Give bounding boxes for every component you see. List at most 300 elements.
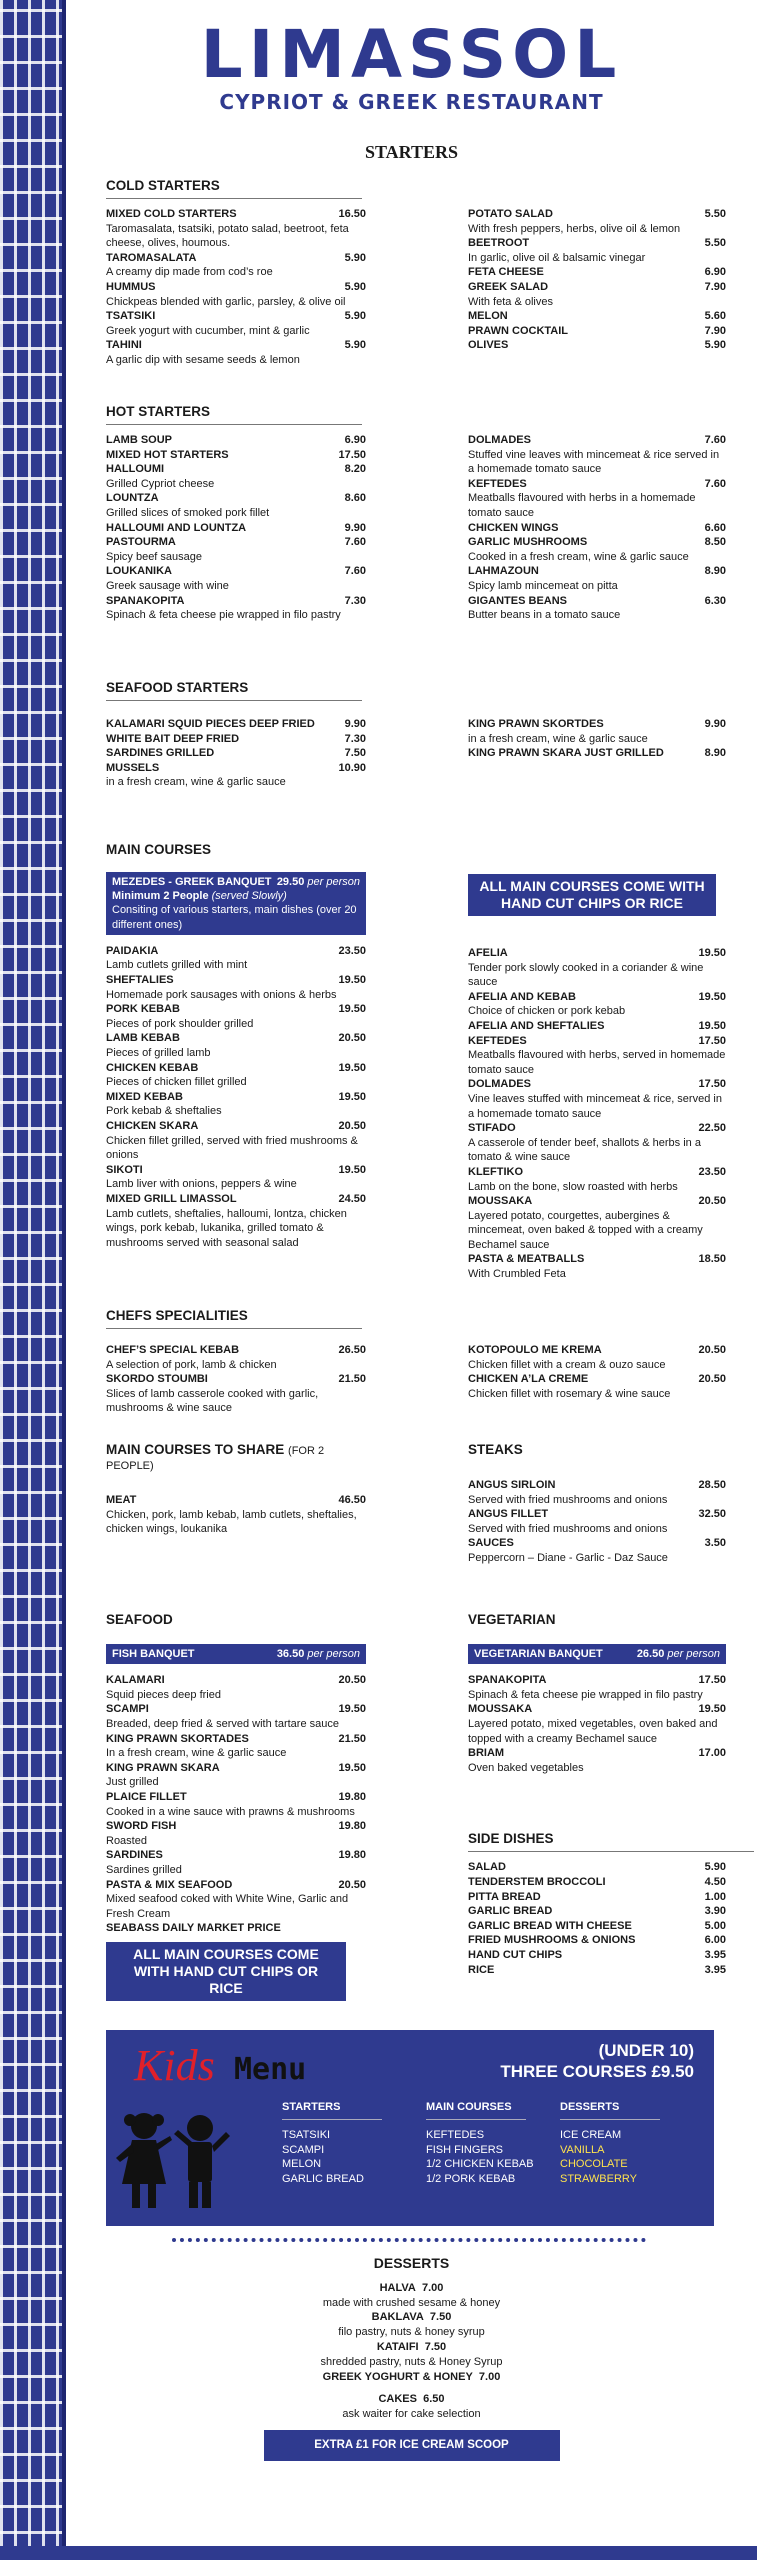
item-row — [106, 1848, 366, 1863]
chips-rice-callout: ALL MAIN COURSES COME WITH HAND CUT CHIPS OR RICE — [468, 874, 716, 916]
greek-banquet-banner — [106, 872, 366, 935]
share-title-text: MAIN COURSES TO SHARE — [106, 1442, 285, 1457]
item-name: HALLOUMI — [106, 463, 165, 476]
item-row — [468, 1860, 726, 1875]
item-price: 20.50 — [698, 1195, 726, 1208]
vegetarian-title: VEGETARIAN — [468, 1612, 556, 1627]
item-name: HUMMUS — [106, 280, 156, 293]
cold-starters-right — [468, 207, 726, 368]
item-price: 20.50 — [698, 1373, 726, 1386]
item-name: KEFTEDES — [468, 1034, 527, 1047]
item-desc: in a fresh cream, wine & garlic sauce — [468, 732, 648, 745]
dessert-desc: made with crushed sesame & honey — [322, 2296, 501, 2309]
side-dishes-items — [468, 1860, 726, 1977]
dessert-title: KATAIFI — [376, 2340, 419, 2353]
kids-item: SCAMPI — [282, 2143, 325, 2156]
item-desc: Grilled Cypriot cheese — [106, 477, 215, 490]
item-price: 3.95 — [704, 1963, 726, 1976]
item-name: WHITE BAIT DEEP FRIED — [106, 732, 240, 745]
menu-item — [468, 1963, 726, 1978]
menu-item — [106, 521, 366, 536]
menu-word: Menu — [234, 2052, 307, 2087]
item-row — [106, 1002, 366, 1017]
kids-item: CHOCOLATE — [560, 2158, 628, 2171]
item-price: 9.90 — [344, 718, 366, 730]
menu-item — [468, 1875, 726, 1890]
kids-offer — [500, 2040, 694, 2082]
menu-item — [468, 1077, 726, 1121]
item-desc: Taromasalata, tsatsiki, potato salad, beetroot, feta cheese, olives, houmous. — [106, 222, 349, 250]
menu-item — [106, 280, 366, 309]
item-desc: Served with fried mushrooms and onions — [468, 1493, 668, 1506]
item-name: KLEFTIKO — [468, 1165, 523, 1178]
menu-item — [468, 1507, 726, 1536]
item-name: SIKOTI — [106, 1163, 143, 1176]
item-name: SKORDO STOUMBI — [106, 1373, 208, 1386]
menu-item — [468, 1536, 726, 1565]
dessert-desc: shredded pastry, nuts & Honey Syrup — [320, 2355, 503, 2368]
dessert-price: 7.00 — [421, 2281, 444, 2294]
item-name: PASTA & MEATBALLS — [468, 1253, 585, 1266]
item-price: 19.50 — [698, 947, 726, 959]
menu-item — [468, 1933, 726, 1948]
item-desc: Layered potato, courgettes, aubergines & mincemeat, oven baked & topped with a creamy Bechamel sauce — [468, 1209, 703, 1251]
item-name: PORK KEBAB — [106, 1003, 180, 1016]
kids-word: Kids — [134, 2041, 215, 2090]
item-desc: With Crumbled Feta — [468, 1268, 566, 1281]
menu-item — [468, 535, 726, 564]
item-name: PRAWN COCKTAIL — [468, 324, 569, 337]
item-row — [468, 564, 726, 579]
item-price: 7.50 — [344, 747, 366, 760]
item-name: RICE — [468, 1963, 495, 1976]
item-row — [106, 1192, 366, 1207]
banquet-price: 29.50 — [276, 876, 305, 888]
cold-starters-left — [106, 207, 366, 368]
item-name: MUSSELS — [106, 761, 160, 774]
item-row — [106, 309, 366, 324]
item-row — [106, 1819, 366, 1834]
menu-item — [468, 564, 726, 593]
menu-item — [468, 324, 726, 339]
item-price: 5.50 — [704, 237, 726, 250]
item-name: LAMB KEBAB — [106, 1032, 180, 1045]
item-desc: in a fresh cream, wine & garlic sauce — [106, 776, 286, 789]
item-name: SAUCES — [468, 1537, 514, 1550]
menu-item — [106, 1878, 366, 1922]
item-price: 17.00 — [698, 1747, 726, 1760]
seafood-starters-section — [106, 680, 726, 790]
item-desc: In garlic, olive oil & balsamic vinegar — [468, 251, 646, 264]
item-row — [468, 990, 726, 1005]
item-name: KOTOPOULO ME KREMA — [468, 1344, 602, 1356]
item-row — [468, 207, 726, 222]
kids-desserts — [560, 2100, 660, 2187]
item-name: KALAMARI SQUID PIECES DEEP FRIED — [106, 718, 315, 730]
item-row — [468, 717, 726, 732]
item-row — [106, 1163, 366, 1178]
item-name: GARLIC BREAD — [468, 1905, 553, 1918]
main-courses-section — [106, 842, 726, 1282]
cakes-price: 6.50 — [423, 2393, 445, 2406]
item-desc: Choice of chicken or pork kebab — [468, 1005, 626, 1018]
share-title — [106, 1442, 362, 1477]
item-price: 8.20 — [344, 463, 366, 476]
item-desc: Meatballs flavoured with herbs in a homemade tomato sauce — [468, 492, 696, 519]
item-name: DOLMADES — [468, 1078, 531, 1091]
item-price: 23.50 — [338, 944, 366, 957]
item-price: 3.50 — [704, 1537, 726, 1550]
chefs-right — [468, 1343, 726, 1416]
item-desc: Lamb cutlets grilled with mint — [106, 959, 248, 972]
seafood-items — [106, 1673, 366, 1936]
item-price: 8.50 — [704, 536, 726, 549]
item-desc: Roasted — [106, 1834, 147, 1847]
share-steaks-section — [106, 1442, 726, 1566]
section-title: CHEFS SPECIALITIES — [106, 1308, 362, 1329]
section-title: COLD STARTERS — [106, 178, 362, 199]
item-desc: With fresh peppers, herbs, olive oil & lemon — [468, 222, 681, 235]
kids-item: KEFTEDES — [426, 2128, 485, 2141]
item-name: KALAMARI — [106, 1674, 165, 1687]
kids-item: GARLIC BREAD — [282, 2173, 364, 2186]
menu-item — [468, 1034, 726, 1078]
kids-col-title: MAIN COURSES — [426, 2100, 526, 2120]
menu-item — [106, 309, 366, 338]
item-desc: Lamb on the bone, slow roasted with herbs — [468, 1180, 678, 1193]
menu-item — [106, 1372, 366, 1416]
menu-item — [468, 1194, 726, 1252]
item-price: 6.30 — [704, 594, 726, 607]
menu-item — [106, 1192, 366, 1250]
item-name: SWORD FISH — [106, 1820, 177, 1833]
item-desc: Lamb cutlets, sheftalies, halloumi, lontza, chicken wings, pork kebab, lukanika, grilled tomato & mushrooms served with seasonal salad — [106, 1207, 347, 1249]
cakes-desc: ask waiter for cake selection — [342, 2408, 481, 2421]
item-desc: Chickpeas blended with garlic, parsley, & olive oil — [106, 295, 346, 308]
menu-item — [468, 309, 726, 324]
item-price: 8.60 — [344, 492, 366, 505]
item-desc: Chicken fillet with rosemary & wine sauce — [468, 1387, 671, 1400]
item-price: 5.90 — [704, 339, 726, 352]
menu-item — [106, 535, 366, 564]
item-row — [468, 746, 726, 761]
item-row — [468, 1963, 726, 1978]
item-price: 19.80 — [338, 1820, 366, 1833]
item-name: SALAD — [468, 1861, 506, 1874]
menu-item — [468, 717, 726, 746]
item-row — [106, 1343, 366, 1358]
item-desc: Breaded, deep fried & served with tartare sauce — [106, 1717, 339, 1730]
menu-item — [106, 746, 366, 761]
item-price: 19.50 — [338, 1061, 366, 1074]
item-price: 7.60 — [704, 434, 726, 446]
item-price: 20.50 — [338, 1674, 366, 1687]
item-name: PAIDAKIA — [106, 944, 159, 957]
item-name: GARLIC BREAD WITH CHEESE — [468, 1919, 632, 1932]
item-desc: Butter beans in a tomato sauce — [468, 609, 621, 622]
menu-item — [468, 1478, 726, 1507]
menu-item — [106, 448, 366, 463]
chefs-specialities-section — [106, 1308, 726, 1416]
item-name: DOLMADES — [468, 434, 531, 446]
menu-item — [106, 1119, 366, 1163]
item-name: AFELIA AND SHEFTALIES — [468, 1019, 605, 1032]
dotted-divider — [172, 2238, 646, 2242]
steaks-items — [468, 1478, 726, 1566]
menu-item — [106, 944, 366, 973]
item-desc: Lamb liver with onions, peppers & wine — [106, 1178, 297, 1191]
menu-item — [106, 1702, 366, 1731]
item-row — [468, 236, 726, 251]
menu-item — [468, 1019, 726, 1034]
item-desc: Slices of lamb casserole cooked with garlic, mushrooms & wine sauce — [106, 1387, 319, 1415]
desserts-title: DESSERTS — [373, 2255, 450, 2271]
item-row — [468, 1948, 726, 1963]
item-name: PLAICE FILLET — [106, 1790, 187, 1803]
item-desc: Cooked in a wine sauce with prawns & mushrooms — [106, 1805, 355, 1818]
veg-banquet-price: 26.50 — [636, 1648, 665, 1660]
item-name: CHICKEN A’LA CREME — [468, 1373, 589, 1386]
menu-item — [468, 1702, 726, 1746]
item-row — [106, 338, 366, 353]
item-price: 7.90 — [704, 324, 726, 337]
item-price: 7.30 — [344, 732, 366, 745]
seafood-title: SEAFOOD — [106, 1612, 173, 1627]
dessert-title: HALVA — [379, 2281, 416, 2294]
item-row — [468, 535, 726, 550]
kids-mains — [426, 2100, 534, 2187]
item-desc: A selection of pork, lamb & chicken — [106, 1358, 277, 1371]
menu-item — [106, 338, 366, 367]
desserts-section — [66, 2256, 757, 2461]
item-price: 20.50 — [338, 1032, 366, 1045]
item-price: 4.50 — [704, 1875, 726, 1888]
item-price: 9.90 — [344, 521, 366, 534]
item-row — [106, 1732, 366, 1747]
item-name: PASTOURMA — [106, 536, 176, 549]
item-desc: Mixed seafood coked with White Wine, Garlic and Fresh Cream — [106, 1893, 349, 1920]
item-name: SEABASS DAILY MARKET PRICE — [106, 1922, 281, 1935]
item-price: 17.50 — [338, 448, 366, 461]
item-desc: Pieces of pork shoulder grilled — [106, 1017, 254, 1030]
item-price: 32.50 — [698, 1508, 726, 1521]
item-name: BRIAM — [468, 1747, 505, 1760]
veg-banquet-banner — [468, 1644, 726, 1664]
item-name: KING PRAWN SKORTDES — [468, 718, 604, 730]
item-row — [106, 491, 366, 506]
menu-item — [106, 433, 366, 448]
item-desc: Oven baked vegetables — [468, 1761, 584, 1774]
item-desc: Homemade pork sausages with onions & herbs — [106, 988, 337, 1001]
menu-item — [106, 1061, 366, 1090]
menu-item — [106, 1790, 366, 1819]
item-desc: Greek sausage with wine — [106, 579, 229, 592]
item-row — [468, 1252, 726, 1267]
item-price: 6.90 — [704, 266, 726, 279]
item-price: 6.00 — [704, 1934, 726, 1947]
item-name: PASTA & MIX SEAFOOD — [106, 1878, 233, 1891]
item-row — [468, 1165, 726, 1180]
menu-item — [468, 477, 726, 521]
item-name: KING PRAWN SKORTADES — [106, 1732, 249, 1745]
share-items — [106, 1493, 366, 1537]
item-desc: Pieces of grilled lamb — [106, 1046, 211, 1059]
dessert-name — [66, 2310, 757, 2325]
item-name: STIFADO — [468, 1122, 516, 1135]
item-desc: Vine leaves stuffed with mincemeat & rice, served in a homemade tomato sauce — [468, 1092, 722, 1120]
item-name: POTATO SALAD — [468, 208, 553, 220]
menu-item — [468, 1165, 726, 1194]
fish-banquet-per: per person — [307, 1648, 360, 1660]
item-name: PITTA BREAD — [468, 1890, 541, 1903]
item-desc: Stuffed vine leaves with mincemeat & rice served in a homemade tomato sauce — [468, 448, 720, 476]
item-price: 5.90 — [344, 339, 366, 352]
item-price: 3.90 — [704, 1905, 726, 1918]
item-desc: Chicken fillet with a cream & ouzo sauce — [468, 1358, 666, 1371]
kids-item: 1/2 CHICKEN KEBAB — [426, 2158, 534, 2171]
item-name: TENDERSTEM BROCCOLI — [468, 1875, 606, 1888]
banquet-minimum: Minimum 2 People — [112, 890, 209, 903]
item-row — [106, 448, 366, 463]
seafood-starters-left — [106, 717, 366, 790]
item-name: SARDINES — [106, 1849, 163, 1862]
item-price: 19.50 — [698, 990, 726, 1003]
menu-item — [106, 251, 366, 280]
item-row — [468, 324, 726, 339]
menu-item — [468, 207, 726, 236]
item-row — [468, 521, 726, 536]
item-price: 18.50 — [698, 1253, 726, 1266]
item-name: FRIED MUSHROOMS & ONIONS — [468, 1934, 636, 1947]
menu-item — [106, 761, 366, 790]
item-row — [468, 1673, 726, 1688]
item-name: MIXED KEBAB — [106, 1090, 184, 1103]
item-name: CHICKEN KEBAB — [106, 1061, 199, 1074]
banquet-note: (served Slowly) — [211, 890, 287, 903]
item-name: KING PRAWN SKARA — [106, 1761, 220, 1774]
item-name: LOUNTZA — [106, 492, 159, 505]
item-name: ANGUS FILLET — [468, 1508, 549, 1521]
main-courses-right — [468, 946, 726, 1282]
item-price: 24.50 — [338, 1192, 366, 1205]
item-row — [106, 1673, 366, 1688]
item-row — [106, 1090, 366, 1105]
item-row — [106, 944, 366, 959]
item-name: ANGUS SIRLOIN — [468, 1479, 556, 1491]
item-price: 9.90 — [704, 718, 726, 730]
item-name: HAND CUT CHIPS — [468, 1948, 563, 1961]
item-row — [468, 594, 726, 609]
menu-item — [106, 1761, 366, 1790]
item-price: 20.50 — [338, 1119, 366, 1132]
item-row — [106, 1878, 366, 1893]
item-desc: Spinach & feta cheese pie wrapped in filo pastry — [106, 609, 341, 622]
item-desc: Just grilled — [106, 1776, 159, 1789]
item-name: MEAT — [106, 1494, 137, 1506]
item-price: 19.80 — [338, 1790, 366, 1803]
item-name: HALLOUMI AND LOUNTZA — [106, 521, 247, 534]
item-name: KEFTEDES — [468, 477, 527, 490]
banquet-per: per person — [307, 876, 360, 888]
item-price: 17.50 — [698, 1674, 726, 1687]
hot-starters-right — [468, 433, 726, 623]
kids-item: 1/2 PORK KEBAB — [426, 2173, 516, 2186]
item-row — [106, 1061, 366, 1076]
item-row — [106, 1493, 366, 1508]
item-row — [468, 1536, 726, 1551]
item-row — [468, 1933, 726, 1948]
item-desc: Peppercorn – Diane - Garlic - Daz Sauce — [468, 1551, 668, 1564]
chefs-left — [106, 1343, 366, 1416]
item-desc: Greek yogurt with cucumber, mint & garlic — [106, 324, 310, 337]
item-price: 19.50 — [338, 974, 366, 986]
menu-item — [468, 1919, 726, 1934]
item-price: 5.50 — [704, 208, 726, 220]
item-price: 7.60 — [344, 565, 366, 578]
item-name: SPANAKOPITA — [468, 1674, 547, 1687]
menu-item — [106, 1163, 366, 1192]
menu-item — [468, 1121, 726, 1165]
item-name: FETA CHEESE — [468, 266, 544, 279]
item-name: LOUKANIKA — [106, 565, 172, 578]
item-desc: Meatballs flavoured with herbs, served in homemade tomato sauce — [468, 1049, 726, 1076]
menu-item — [468, 594, 726, 623]
item-row — [468, 1875, 726, 1890]
item-row — [468, 946, 726, 961]
kids-price: THREE COURSES £9.50 — [500, 2062, 694, 2081]
item-row — [468, 1343, 726, 1358]
item-name: TAHINI — [106, 339, 142, 352]
menu-item — [468, 280, 726, 309]
item-row — [106, 564, 366, 579]
item-name: MELON — [468, 310, 508, 323]
item-name: SCAMPI — [106, 1703, 149, 1716]
item-price: 46.50 — [338, 1494, 366, 1506]
menu-item — [468, 521, 726, 536]
item-name: SHEFTALIES — [106, 974, 174, 986]
item-price: 19.50 — [338, 1090, 366, 1103]
dessert-price: 7.50 — [424, 2340, 447, 2353]
menu-item — [468, 1746, 726, 1775]
brand-name: LIMASSOL — [200, 16, 623, 93]
item-desc: Chicken fillet grilled, served with fried mushrooms & onions — [106, 1134, 358, 1162]
item-name: SARDINES GRILLED — [106, 747, 215, 760]
item-price: 19.50 — [338, 1761, 366, 1774]
menu-item — [468, 1948, 726, 1963]
menu-item — [106, 462, 366, 491]
kids-col-title: DESSERTS — [560, 2100, 660, 2120]
item-name: MOUSSAKA — [468, 1703, 533, 1716]
item-desc: A casserole of tender beef, shallots & herbs in a tomato & wine sauce — [468, 1136, 701, 1164]
menu-item — [106, 1819, 366, 1848]
item-row — [106, 462, 366, 477]
item-name: AFELIA — [468, 947, 508, 959]
item-row — [468, 1507, 726, 1522]
menu-item — [468, 433, 726, 477]
hot-starters-left — [106, 433, 366, 623]
share-title-note: (FOR 2 PEOPLE) — [106, 1445, 325, 1472]
item-row — [106, 761, 366, 776]
item-name: KING PRAWN SKARA JUST GRILLED — [468, 747, 664, 760]
item-row — [468, 1034, 726, 1049]
item-row — [468, 1478, 726, 1493]
children-silhouette-icon — [114, 2106, 234, 2216]
item-row — [106, 1031, 366, 1046]
section-title: MAIN COURSES — [106, 842, 212, 857]
menu-item — [468, 1860, 726, 1875]
menu-item — [106, 1732, 366, 1761]
item-desc: A creamy dip made from cod’s roe — [106, 266, 273, 279]
